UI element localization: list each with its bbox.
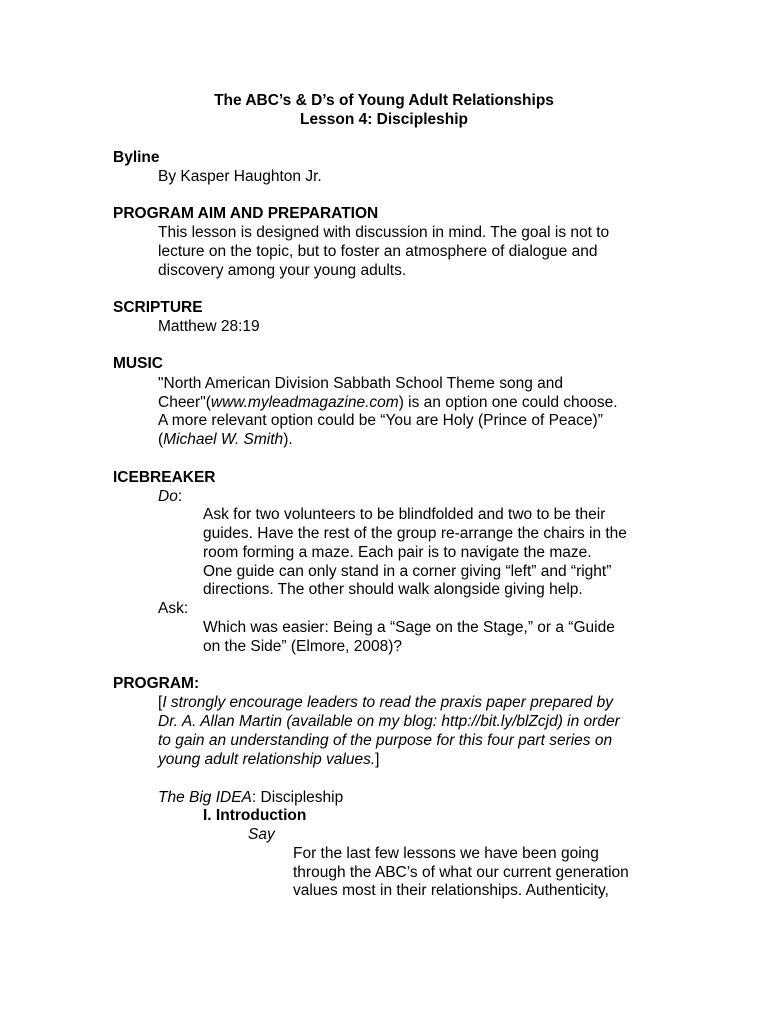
icebreaker-do-line: directions. The other should walk alongside giving help.: [203, 581, 583, 598]
introduction-heading: I. Introduction: [203, 807, 307, 824]
program-aim-line: This lesson is designed with discussion in mind. The goal is not to: [158, 224, 610, 241]
say-line: For the last few lessons we have been going: [293, 845, 599, 862]
icebreaker-ask-line: Which was easier: Being a “Sage on the Stage,” or a “Guide: [203, 619, 615, 636]
say-label: [248, 825, 275, 844]
music-line: [158, 430, 658, 449]
big-idea-value: : Discipleship: [251, 789, 344, 806]
big-idea-label: The Big IDEA: [158, 789, 252, 806]
icebreaker-do-line: guides. Have the rest of the group re-arrange the chairs in the: [203, 525, 627, 542]
program-heading: PROGRAM:: [113, 675, 200, 692]
big-idea: [158, 788, 658, 807]
program-note-line: [158, 712, 658, 731]
scripture-text: Matthew 28:19: [158, 318, 260, 335]
do-colon: :: [177, 488, 183, 505]
document-title: The ABC’s & D’s of Young Adult Relationships: [214, 92, 554, 109]
do-label: Do: [158, 488, 178, 505]
music-line-text: ) is an option one could choose.: [398, 394, 618, 411]
music-artist: Michael W. Smith: [163, 431, 284, 448]
music-website: www.myleadmagazine.com: [210, 394, 399, 411]
program-note-line: [158, 693, 658, 712]
program-aim-line: discovery among your young adults.: [158, 262, 407, 279]
music-line-text: Cheer"(: [158, 394, 211, 411]
lesson-title: Lesson 4: Discipleship: [300, 111, 468, 128]
music-heading: MUSIC: [113, 355, 163, 372]
music-line: [158, 393, 658, 412]
program-note-line: [158, 731, 658, 750]
program-note-text: I strongly encourage leaders to read the praxis paper prepared by: [162, 694, 613, 711]
music-line: "North American Division Sabbath School Theme song and: [158, 375, 563, 392]
byline-heading: Byline: [113, 149, 160, 166]
program-note-close: ]: [375, 751, 380, 768]
scripture-heading: SCRIPTURE: [113, 299, 203, 316]
music-line-text: (: [158, 431, 164, 448]
program-note-text: to gain an understanding of the purpose for this four part series on: [158, 732, 613, 749]
program-aim-heading: PROGRAM AIM AND PREPARATION: [113, 205, 379, 222]
icebreaker-heading: ICEBREAKER: [113, 469, 216, 486]
icebreaker-do-line: room forming a maze. Each pair is to navigate the maze.: [203, 544, 592, 561]
program-note-text: Dr. A. Allan Martin (available on my blog: http://bit.ly/blZcjd) in order: [158, 713, 620, 730]
program-note-open: [: [158, 694, 163, 711]
icebreaker-ask-label: Ask:: [158, 600, 189, 617]
say-line: through the ABC’s of what our current generation: [293, 864, 629, 881]
byline-text: By Kasper Haughton Jr.: [158, 168, 322, 185]
icebreaker-do-line: Ask for two volunteers to be blindfolded and two to be their: [203, 506, 606, 523]
program-note-text: young adult relationship values.: [158, 751, 376, 768]
icebreaker-do-label: [158, 487, 658, 506]
program-note-line: [158, 750, 658, 769]
icebreaker-ask-line: on the Side” (Elmore, 2008)?: [203, 638, 403, 655]
music-line-text: ).: [283, 431, 293, 448]
program-aim-line: lecture on the topic, but to foster an atmosphere of dialogue and: [158, 243, 598, 260]
say-label-text: Say: [248, 826, 275, 843]
music-line: A more relevant option could be “You are Holy (Prince of Peace)”: [158, 412, 603, 429]
icebreaker-do-line: One guide can only stand in a corner giving “left” and “right”: [203, 563, 612, 580]
say-line: values most in their relationships. Authenticity,: [293, 882, 609, 899]
